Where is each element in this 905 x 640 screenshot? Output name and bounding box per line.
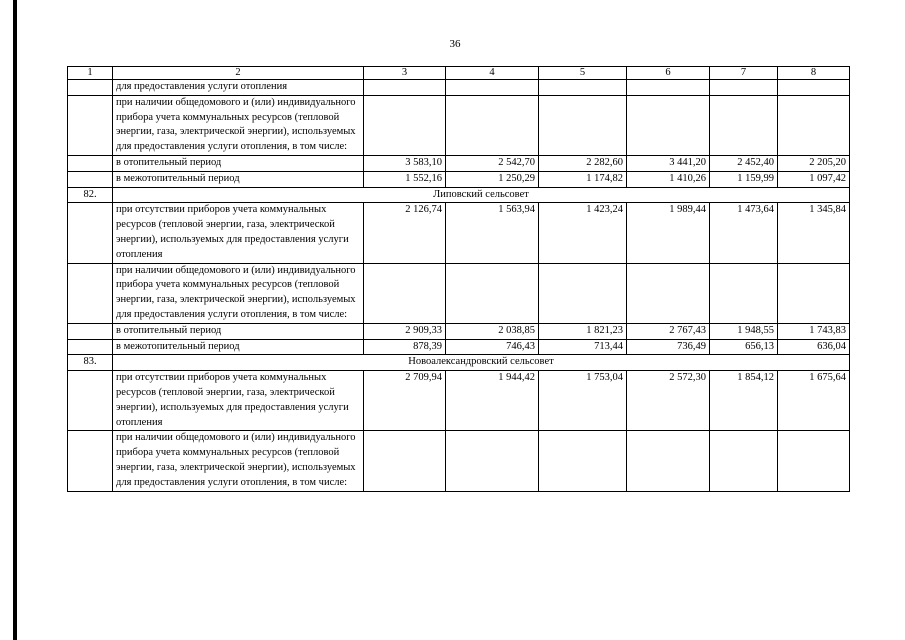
value-cell: 2 909,33 bbox=[364, 323, 446, 339]
value-cell: 1 948,55 bbox=[710, 323, 778, 339]
value-cell bbox=[539, 263, 627, 323]
row-number-cell bbox=[68, 371, 113, 431]
row-description: в межотопительный период bbox=[113, 171, 364, 187]
table-row bbox=[68, 171, 850, 187]
value-cell: 746,43 bbox=[446, 339, 539, 355]
value-cell bbox=[364, 80, 446, 96]
value-cell: 656,13 bbox=[710, 339, 778, 355]
value-cell: 1 423,24 bbox=[539, 203, 627, 263]
value-cell bbox=[446, 95, 539, 155]
value-cell: 2 205,20 bbox=[778, 155, 850, 171]
value-cell: 3 583,10 bbox=[364, 155, 446, 171]
row-description: в межотопительный период bbox=[113, 339, 364, 355]
value-cell: 2 709,94 bbox=[364, 371, 446, 431]
value-cell bbox=[446, 80, 539, 96]
row-number-cell bbox=[68, 155, 113, 171]
value-cell: 1 753,04 bbox=[539, 371, 627, 431]
value-cell: 1 159,99 bbox=[710, 171, 778, 187]
row-description: при наличии общедомового и (или) индивидуального прибора учета коммунальных ресурсов (тепловой энергии, газа, электрической энергии), используемых для предоставления услуги отопления, в том числе: bbox=[113, 95, 364, 155]
value-cell bbox=[627, 431, 710, 491]
value-cell: 1 821,23 bbox=[539, 323, 627, 339]
value-cell bbox=[778, 80, 850, 96]
value-cell: 1 410,26 bbox=[627, 171, 710, 187]
row-description: при отсутствии приборов учета коммунальных ресурсов (тепловой энергии, газа, электрической энергии), используемых для предоставления услуги отопления bbox=[113, 203, 364, 263]
page-number: 36 bbox=[449, 38, 461, 50]
row-number-cell bbox=[68, 80, 113, 96]
tariff-table bbox=[67, 66, 850, 492]
value-cell: 2 126,74 bbox=[364, 203, 446, 263]
header-cell: 1 bbox=[68, 67, 113, 80]
table-row bbox=[68, 431, 850, 491]
section-row bbox=[68, 187, 850, 203]
table-header-row bbox=[68, 67, 850, 80]
value-cell bbox=[778, 95, 850, 155]
row-number-cell bbox=[68, 339, 113, 355]
value-cell bbox=[539, 80, 627, 96]
row-number-cell bbox=[68, 431, 113, 491]
value-cell: 1 250,29 bbox=[446, 171, 539, 187]
row-description: при отсутствии приборов учета коммунальных ресурсов (тепловой энергии, газа, электрической энергии), используемых для предоставления услуги отопления bbox=[113, 371, 364, 431]
table-row bbox=[68, 323, 850, 339]
table-row bbox=[68, 203, 850, 263]
value-cell: 1 174,82 bbox=[539, 171, 627, 187]
row-number: 82. bbox=[68, 187, 113, 203]
row-number-cell bbox=[68, 95, 113, 155]
value-cell bbox=[539, 431, 627, 491]
section-title: Липовский сельсовет bbox=[113, 187, 850, 203]
header-cell: 7 bbox=[710, 67, 778, 80]
value-cell: 1 473,64 bbox=[710, 203, 778, 263]
table-row bbox=[68, 371, 850, 431]
header-cell: 5 bbox=[539, 67, 627, 80]
value-cell: 1 563,94 bbox=[446, 203, 539, 263]
value-cell: 1 097,42 bbox=[778, 171, 850, 187]
value-cell: 1 675,64 bbox=[778, 371, 850, 431]
value-cell: 636,04 bbox=[778, 339, 850, 355]
value-cell bbox=[627, 80, 710, 96]
value-cell: 736,49 bbox=[627, 339, 710, 355]
value-cell: 1 345,84 bbox=[778, 203, 850, 263]
value-cell bbox=[710, 263, 778, 323]
row-description: при наличии общедомового и (или) индивидуального прибора учета коммунальных ресурсов (тепловой энергии, газа, электрической энергии), используемых для предоставления услуги отопления, в том числе: bbox=[113, 431, 364, 491]
value-cell bbox=[627, 95, 710, 155]
row-description: для предоставления услуги отопления bbox=[113, 80, 364, 96]
value-cell: 2 452,40 bbox=[710, 155, 778, 171]
value-cell bbox=[778, 263, 850, 323]
row-number-cell bbox=[68, 263, 113, 323]
header-cell: 4 bbox=[446, 67, 539, 80]
row-description: при наличии общедомового и (или) индивидуального прибора учета коммунальных ресурсов (тепловой энергии, газа, электрической энергии), используемых для предоставления услуги отопления, в том числе: bbox=[113, 263, 364, 323]
value-cell bbox=[364, 263, 446, 323]
table-row bbox=[68, 263, 850, 323]
value-cell: 2 038,85 bbox=[446, 323, 539, 339]
table-row bbox=[68, 155, 850, 171]
value-cell: 1 854,12 bbox=[710, 371, 778, 431]
value-cell: 2 542,70 bbox=[446, 155, 539, 171]
value-cell bbox=[710, 431, 778, 491]
page-edge-bar bbox=[13, 0, 17, 640]
row-number-cell bbox=[68, 171, 113, 187]
section-row bbox=[68, 355, 850, 371]
row-description: в отопительный период bbox=[113, 323, 364, 339]
value-cell: 2 767,43 bbox=[627, 323, 710, 339]
value-cell: 878,39 bbox=[364, 339, 446, 355]
value-cell bbox=[446, 431, 539, 491]
header-cell: 2 bbox=[113, 67, 364, 80]
section-title: Новоалександровский сельсовет bbox=[113, 355, 850, 371]
value-cell: 2 282,60 bbox=[539, 155, 627, 171]
value-cell: 1 989,44 bbox=[627, 203, 710, 263]
row-number-cell bbox=[68, 203, 113, 263]
row-number-cell bbox=[68, 323, 113, 339]
value-cell: 2 572,30 bbox=[627, 371, 710, 431]
value-cell bbox=[364, 95, 446, 155]
row-number: 83. bbox=[68, 355, 113, 371]
table-row bbox=[68, 95, 850, 155]
row-description: в отопительный период bbox=[113, 155, 364, 171]
table-row bbox=[68, 80, 850, 96]
header-cell: 8 bbox=[778, 67, 850, 80]
value-cell bbox=[710, 80, 778, 96]
table-row bbox=[68, 339, 850, 355]
value-cell bbox=[364, 431, 446, 491]
value-cell: 713,44 bbox=[539, 339, 627, 355]
value-cell bbox=[778, 431, 850, 491]
value-cell: 1 944,42 bbox=[446, 371, 539, 431]
value-cell bbox=[446, 263, 539, 323]
value-cell: 1 743,83 bbox=[778, 323, 850, 339]
value-cell bbox=[710, 95, 778, 155]
header-cell: 6 bbox=[627, 67, 710, 80]
value-cell: 3 441,20 bbox=[627, 155, 710, 171]
value-cell: 1 552,16 bbox=[364, 171, 446, 187]
value-cell bbox=[627, 263, 710, 323]
header-cell: 3 bbox=[364, 67, 446, 80]
value-cell bbox=[539, 95, 627, 155]
